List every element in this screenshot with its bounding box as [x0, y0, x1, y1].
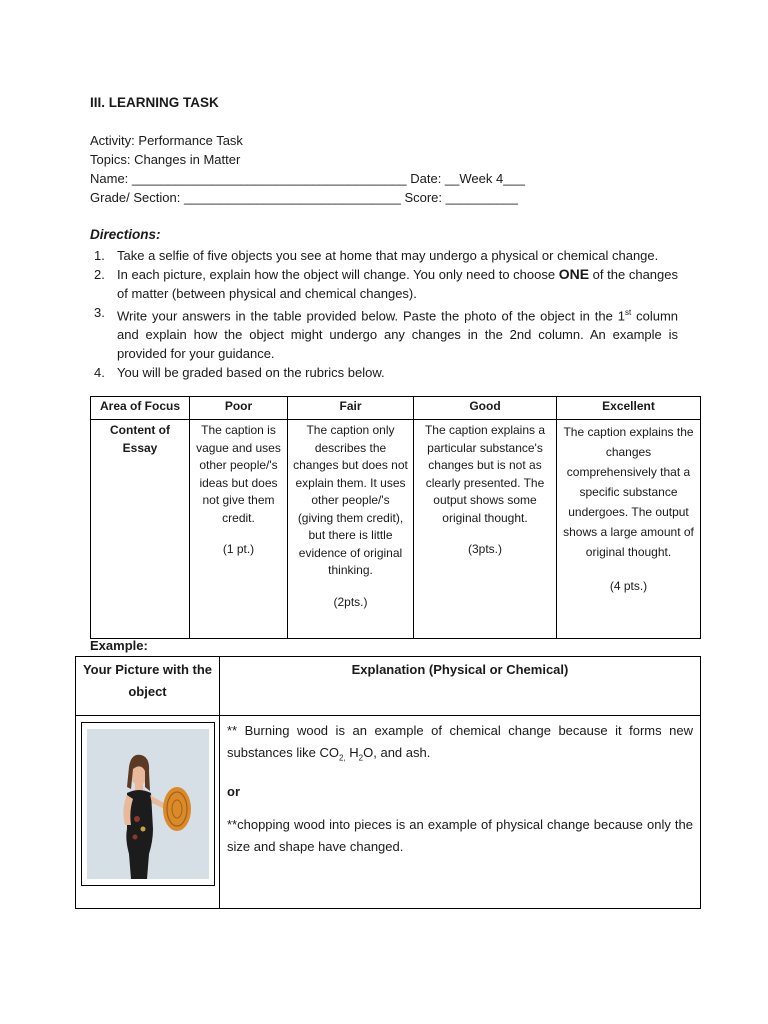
emphasis-one: ONE — [558, 266, 590, 282]
photo-cell — [76, 716, 220, 909]
direction-item: 1. Take a selfie of five objects you see at home that may undergo a physical or chemical change. — [94, 248, 659, 263]
example-label: Example: — [90, 638, 148, 653]
rubric-header: Area of Focus — [91, 397, 190, 420]
rubric-header: Fair — [288, 397, 414, 420]
explanation-column-header: Explanation (Physical or Chemical) — [220, 657, 701, 716]
direction-item: 4. You will be graded based on the rubrics below. — [94, 365, 385, 381]
rubric-fair: The caption only describes the changes but does not explain them. It uses other people/'s (giving them credit), but there is little evidence of original thinking. (2pts.) — [288, 420, 414, 639]
rubric-header-row — [91, 397, 701, 420]
example-header-row — [76, 657, 701, 716]
name-date-line: Name: ______________________________________ Date: __Week 4___ — [90, 171, 525, 186]
example-row — [76, 716, 701, 909]
chemical-change-text: ** Burning wood is an example of chemical change because it forms new substances like $CO_{2,}$ $H_2O$, and ash. — [227, 723, 693, 763]
rubric-row — [91, 420, 701, 639]
rubric-good: The caption explains a particular substance's changes but is not as clearly presented. The output shows some original thought. (3pts.) — [414, 420, 557, 639]
rubric-excellent: The caption explains the changes comprehensively that a specific substance undergoes. The output shows a large amount of original thought. (4 pts.) — [557, 420, 701, 639]
rubric-table — [90, 396, 701, 639]
section-heading: III. LEARNING TASK — [90, 95, 219, 110]
rubric-header: Poor — [190, 397, 288, 420]
topics-line: Topics: Changes in Matter — [90, 152, 241, 167]
rubric-area: Content of Essay — [91, 420, 190, 639]
person-holding-wood-image — [87, 729, 209, 879]
directions-title: Directions: — [90, 227, 161, 242]
rubric-header: Good — [414, 397, 557, 420]
direction-item: 3. Write your answers in the table provided below. Paste the photo of the object in the 1st column and explain how the object might undergo any changes in the 2nd column. An example is provided for your guidance. — [94, 305, 678, 362]
activity-line: Activity: Performance Task — [90, 133, 243, 148]
directions-list — [90, 246, 678, 382]
example-table — [75, 656, 701, 909]
picture-column-header: Your Picture with the object — [76, 657, 220, 716]
grade-score-line: Grade/ Section: ______________________________ Score: __________ — [90, 190, 518, 205]
explanation-cell — [220, 716, 701, 909]
photo-frame — [81, 722, 215, 886]
direction-item: 2. In each picture, explain how the object will change. You only need to choose ONE of the changes of matter (between physical and chemical changes). — [94, 266, 678, 301]
example-photo — [87, 729, 209, 879]
rubric-poor: The caption is vague and uses other people/'s ideas but does not give them credit. (1 pt.) — [190, 420, 288, 639]
rubric-header: Excellent — [557, 397, 701, 420]
physical-change-text: **chopping wood into pieces is an example of physical change because only the size and shape have changed. — [227, 816, 693, 854]
or-separator: or — [227, 783, 240, 799]
